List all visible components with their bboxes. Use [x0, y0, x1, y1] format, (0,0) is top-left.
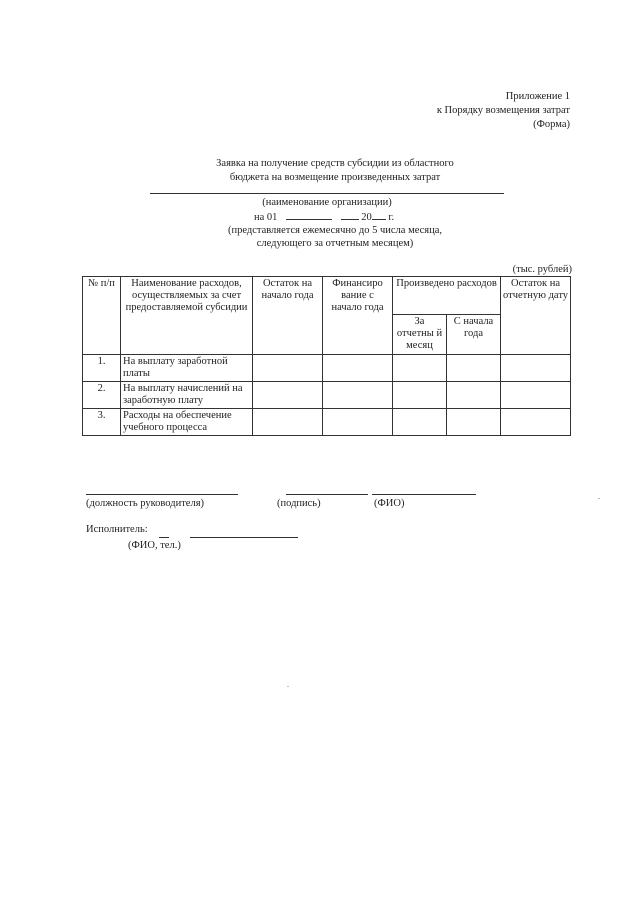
position-line: [86, 494, 238, 495]
title-line-1: Заявка на получение средств субсидии из областного: [216, 158, 454, 169]
cell-start-balance[interactable]: [253, 382, 323, 409]
header-end-balance: Остаток на отчетную дату: [501, 277, 571, 355]
cell-spent-month[interactable]: [393, 382, 447, 409]
date-prefix: на 01: [254, 212, 278, 223]
appendix-header: [270, 90, 570, 132]
cell-end-balance[interactable]: [501, 382, 571, 409]
row-num: 2.: [83, 382, 121, 409]
cell-end-balance[interactable]: [501, 355, 571, 382]
document-title: [120, 157, 550, 185]
cell-spent-year[interactable]: [447, 409, 501, 436]
header-start-balance: Остаток на начало года: [253, 277, 323, 355]
signature-line: [286, 494, 368, 495]
cell-spent-month[interactable]: [393, 409, 447, 436]
cell-end-balance[interactable]: [501, 409, 571, 436]
header-spent-year: С начала года: [447, 315, 501, 355]
header-spent-month: За отчетны й месяц: [393, 315, 447, 355]
date-month-blank: [286, 210, 332, 220]
cell-start-balance[interactable]: [253, 409, 323, 436]
header-financing: Финансиро вание с начало года: [323, 277, 393, 355]
date-year-blank: [372, 210, 386, 220]
executor-caption: (ФИО, тел.): [128, 540, 181, 551]
report-date: [254, 210, 394, 223]
submission-note-line-2: следующего за отчетным месяцем): [256, 238, 414, 249]
expense-table: [82, 276, 571, 436]
date-day-blank: [341, 210, 359, 220]
date-suffix: г.: [388, 212, 395, 223]
table-row: [83, 355, 571, 382]
cell-spent-year[interactable]: [447, 355, 501, 382]
fio-line: [372, 494, 476, 495]
fio-caption: (ФИО): [374, 498, 405, 509]
row-name: На выплату начислений на заработную плату: [121, 382, 253, 409]
cell-financing[interactable]: [323, 382, 393, 409]
row-name: Расходы на обеспечение учебного процесса: [121, 409, 253, 436]
table-header-row: [83, 277, 571, 315]
cell-spent-year[interactable]: [447, 382, 501, 409]
cell-financing[interactable]: [323, 409, 393, 436]
units-label: (тыс. рублей): [512, 264, 572, 275]
cell-financing[interactable]: [323, 355, 393, 382]
cell-spent-month[interactable]: [393, 355, 447, 382]
position-caption: (должность руководителя): [86, 498, 205, 509]
executor-label: Исполнитель:: [86, 524, 148, 535]
date-year: 20: [361, 212, 372, 223]
executor-short-line: [159, 537, 169, 538]
appendix-reference: к Порядку возмещения затрат: [436, 105, 570, 116]
header-spent: Произведено расходов: [393, 277, 501, 315]
executor-line: [190, 537, 298, 538]
scan-speck: [598, 498, 600, 499]
submission-note-line-1: (представляется ежемесячно до 5 числа месяца,: [227, 225, 443, 236]
cell-start-balance[interactable]: [253, 355, 323, 382]
organization-caption: (наименование организации): [262, 197, 392, 208]
appendix-number: Приложение 1: [505, 91, 570, 102]
form-label: (Форма): [533, 119, 570, 130]
organization-name-line: [150, 193, 504, 194]
signature-caption: (подпись): [277, 498, 321, 509]
header-num: № п/п: [83, 277, 121, 355]
title-line-2: бюджета на возмещение произведенных затрат: [229, 172, 441, 183]
row-name: На выплату заработной платы: [121, 355, 253, 382]
header-name: Наименование расходов, осуществляемых за счет предоставляемой субсидии: [121, 277, 253, 355]
scan-speck: [287, 686, 289, 687]
row-num: 3.: [83, 409, 121, 436]
row-num: 1.: [83, 355, 121, 382]
table-row: [83, 409, 571, 436]
table-row: [83, 382, 571, 409]
submission-note: [170, 224, 500, 250]
